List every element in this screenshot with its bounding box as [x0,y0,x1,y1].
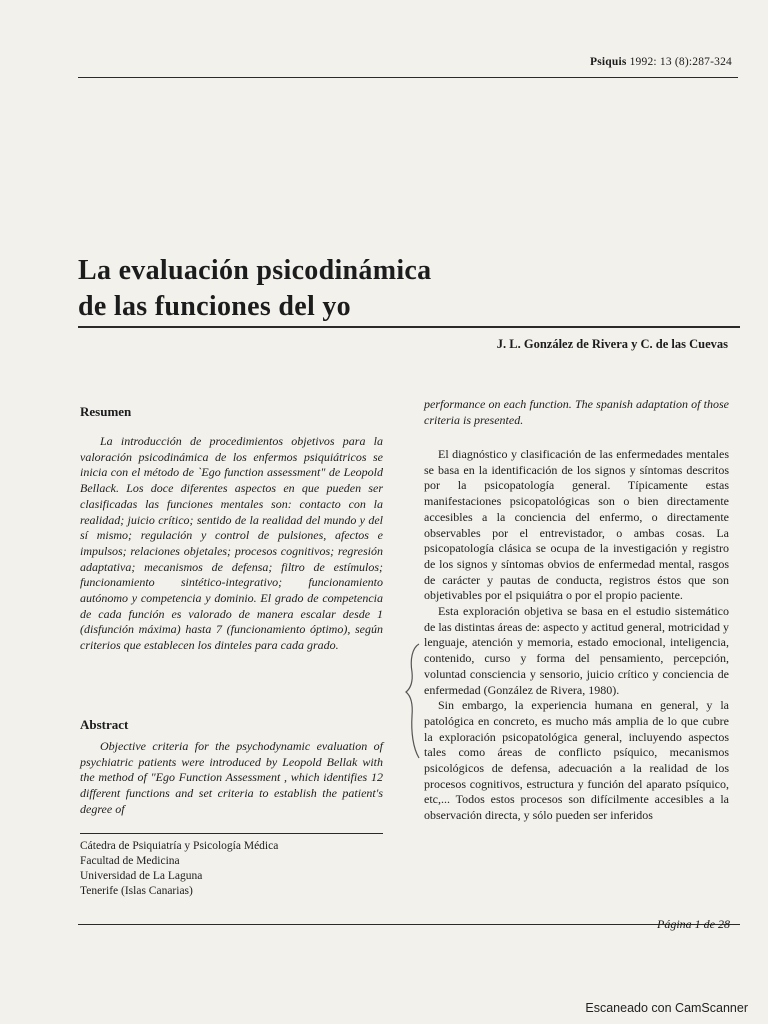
resumen-text: La introducción de procedimientos objetivos para la valoración psicodinámica de los enfermos psiquiátricos se inicia con el método de `Ego function assessment" de Leopold Bellack. Los doce diferentes aspectos en que pueden ser clasificadas las funciones mentales son: contacto con la realidad; juicio crítico; sentido de la realidad del mundo y del sí mismo; regulación y control de pulsiones, afectos e impulsos; relaciones objetales; procesos cognitivos; regresión adaptativa; mecanismos de defensa; filtro de estímulos; funcionamiento sintético-integrativo; funcionamiento autónomo y competencia y dominio. El grado de competencia de cada función es valorado de manera escalar desde 1 (disfunción máxima) hasta 7 (funcionamiento óptimo), según criterios que establecen los dinteles para cada grado. [80,434,383,653]
body-column [424,447,729,824]
bottom-rule [78,924,740,925]
page-number: Página 1 de 28 [657,917,730,931]
scanner-watermark: Escaneado con CamScanner [585,1001,748,1015]
title-rule [78,326,740,328]
resumen-column [80,434,383,654]
affiliation-line: Facultad de Medicina [80,855,180,867]
title-line-1: La evaluación psicodinámica [78,255,432,286]
body-paragraph: Esta exploración objetiva se basa en el estudio sistemático de las distintas áreas de: aspecto y actitud general, motricidad y lenguaje, atención y memoria, estado emocional, inteligencia, contenido, curso y forma del pensamiento, percepción, voluntad consciencia y sensorio, juicio crítico y conciencia de enfermedad (González de Rivera, 1980). [424,604,729,697]
body-paragraph: El diagnóstico y clasificación de las enfermedades mentales se basa en la identificación de los signos y síntomas descritos por la psicopatología general. Típicamente estas manifestaciones psicopatológicas son o bien directamente accesibles a la conciencia del enfermo, o directamente observables por el entrevistador, o ambas cosas. La psicopatología clásica se ocupa de la investigación y registro de los signos y síntomas obvios de enfermedad mental, rasgos de carácter y pautas de conducta, registros éstos que son objetivables por el psiquiátra o por el propio paciente. [424,447,729,603]
affiliation-line: Universidad de La Laguna [80,870,203,882]
affiliation-rule [80,833,383,834]
authors: J. L. González de Rivera y C. de las Cuevas [496,337,728,351]
affiliation [80,839,278,899]
article-title [78,253,431,325]
body-paragraph: Sin embargo, la experiencia humana en general, y la patológica en concreto, es mucho más amplia de lo que cubre la exploración psicopatológica general, incluyendo aspectos tales como áreas de conflicto psíquico, mecanismos psicológicos de defensa, adecuación a la realidad de los procesos cognitivos, estructura y función del aparato psíquico, etc,... Todos estos procesos son difícilmente accesibles a la observación directa, y sólo pueden ser inferidos [424,698,729,823]
journal-reference [590,56,732,68]
top-rule [78,77,738,78]
resumen-heading: Resumen [80,404,132,419]
title-line-2: de las funciones del yo [78,291,351,322]
abstract-continuation-column [424,397,729,428]
abstract-heading: Abstract [80,717,129,732]
abstract-text: Objective criteria for the psychodynamic evaluation of psychiatric patients were introduced by Leopold Bellak with the method of "Ego Function Assessment , which identifies 12 different functions and set criteria to establish the patient's degree of [80,739,383,816]
affiliation-line: Cátedra de Psiquiatría y Psicología Médica [80,840,279,852]
handwritten-bracket-mark [404,642,422,760]
journal-name: Psiquis [589,56,627,68]
abstract-continuation: performance on each function. The spanish adaptation of those criteria is presented. [424,397,729,427]
abstract-column [80,739,383,818]
journal-citation: 1992: 13 (8):287-324 [629,56,732,68]
affiliation-line: Tenerife (Islas Canarias) [80,885,193,897]
